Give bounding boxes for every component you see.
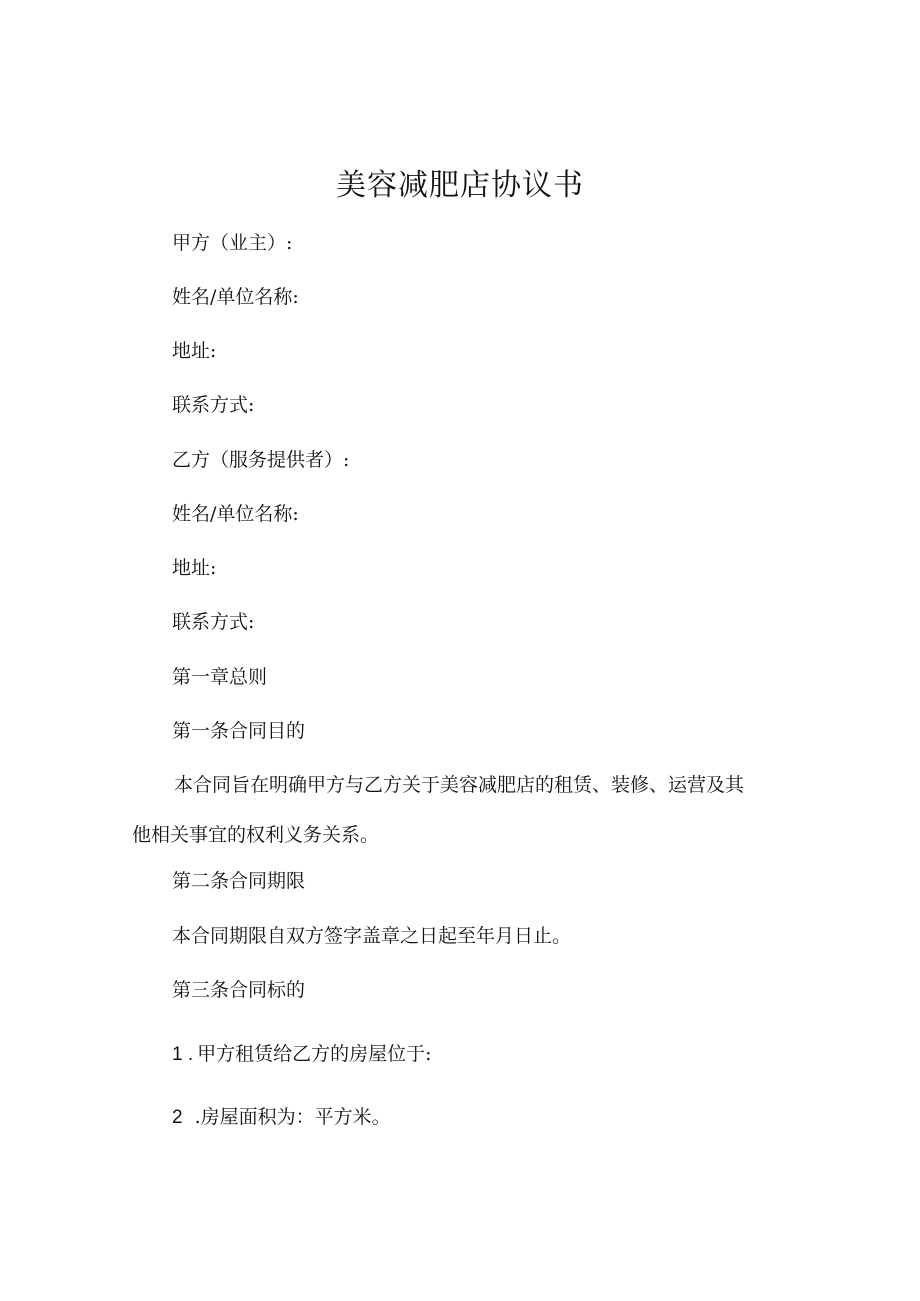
party-b-heading: 乙方（服务提供者）: xyxy=(172,449,350,471)
article1-heading: 第一条合同目的 xyxy=(172,720,306,742)
article1-paragraph xyxy=(132,771,792,849)
party-b-name-label: 姓名/单位名称: xyxy=(172,503,299,525)
article1-line2: 他相关事宜的权利义务关系。 xyxy=(132,824,380,846)
list-item xyxy=(172,1040,432,1069)
list-item-number: 2 xyxy=(172,1107,183,1128)
article1-line1: 本合同旨在明确甲方与乙方关于美容减肥店的租赁、装修、运营及其 xyxy=(174,774,745,796)
document-title: 美容减肥店协议书 xyxy=(336,168,584,203)
party-a-name-label: 姓名/单位名称: xyxy=(172,286,299,308)
party-a-address-label: 地址: xyxy=(172,340,217,362)
party-b-address-label: 地址: xyxy=(172,557,217,579)
party-b-contact-label: 联系方式: xyxy=(172,611,255,633)
party-a-heading: 甲方（业主）: xyxy=(172,232,293,254)
list-item xyxy=(172,1103,391,1132)
list-item-text: 甲方租赁给乙方的房屋位于: xyxy=(197,1043,432,1065)
party-a-contact-label: 联系方式: xyxy=(172,394,255,416)
list-item-text: .房屋面积为：平方米。 xyxy=(194,1106,391,1128)
article3-heading: 第三条合同标的 xyxy=(172,979,306,1001)
article2-text: 本合同期限自双方签字盖章之日起至年月日止。 xyxy=(172,925,572,947)
list-item-number: 1 . xyxy=(172,1044,194,1065)
chapter-heading: 第一章总则 xyxy=(172,666,268,688)
article2-heading: 第二条合同期限 xyxy=(172,870,306,892)
